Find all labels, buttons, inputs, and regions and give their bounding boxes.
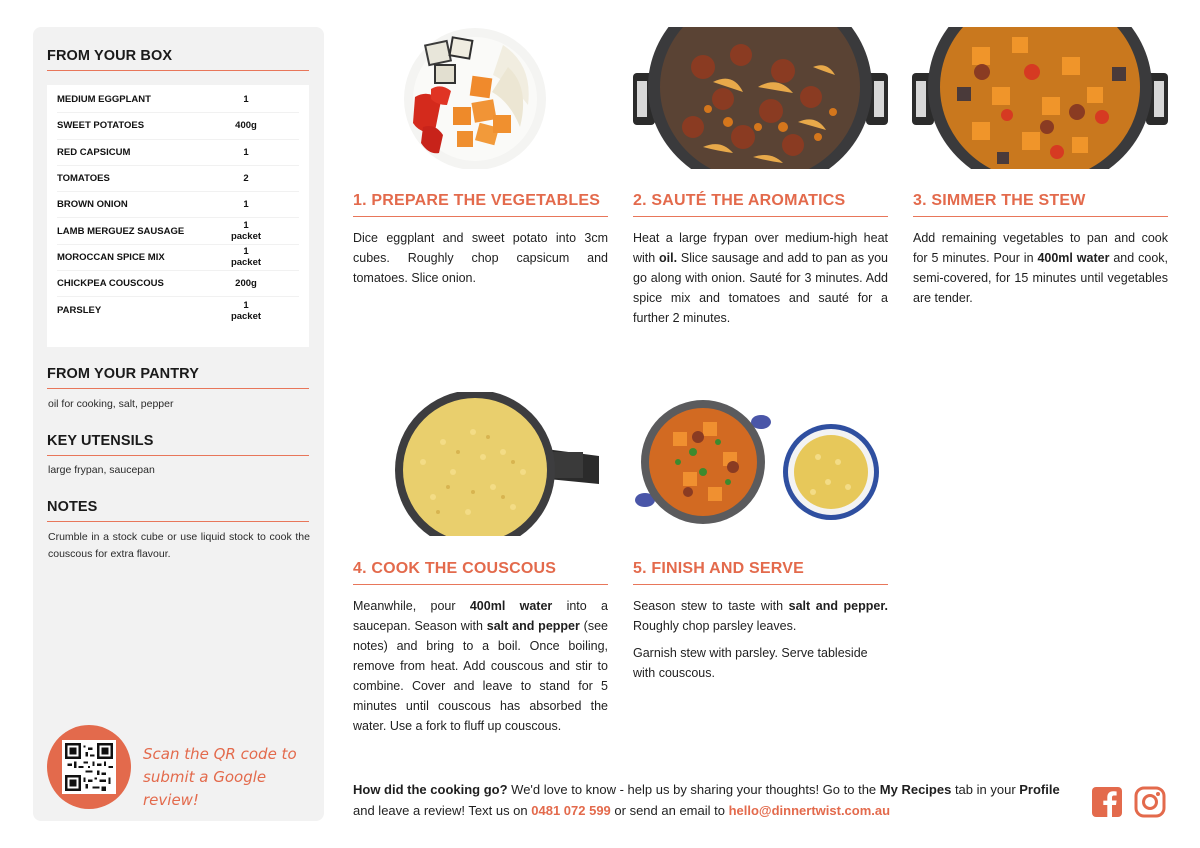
ingredient-row: LAMB MERGUEZ SAUSAGE 1 packet — [57, 218, 299, 244]
divider — [353, 584, 608, 585]
qr-badge[interactable] — [47, 725, 131, 809]
step5-text-2: Garnish stew with parsley. Serve tableside with couscous. — [633, 646, 868, 680]
chopped-vegetables-image — [353, 27, 608, 169]
instagram-icon[interactable] — [1134, 786, 1166, 818]
couscous-saucepan-image — [353, 392, 608, 536]
stew-frypan-image — [912, 27, 1168, 169]
ingredient-row: RED CAPSICUM 1 — [57, 140, 299, 166]
ingredients-sidebar — [33, 27, 324, 821]
stew-and-couscous-image — [633, 392, 888, 536]
ingredient-row: MEDIUM EGGPLANT 1 — [57, 87, 299, 113]
sausage-frypan-image — [633, 27, 888, 169]
step3-text: Add remaining vegetables to pan and cook for 5 minutes. Pour in 400ml water and cook, semi-covered, for 15 minutes until vegetables are tender. — [913, 231, 1168, 305]
divider — [633, 216, 888, 217]
pantry-title: FROM YOUR PANTRY — [47, 366, 199, 382]
utensils-text: large frypan, saucepan — [48, 464, 155, 476]
notes-text: Crumble in a stock cube or use liquid stock to cook the couscous for extra flavour. — [48, 531, 310, 560]
divider — [47, 70, 309, 71]
ingredient-row: MOROCCAN SPICE MIX 1 packet — [57, 245, 299, 271]
email-link[interactable]: hello@dinnertwist.com.au — [728, 803, 891, 818]
facebook-icon[interactable] — [1091, 786, 1123, 818]
ingredient-row: PARSLEY 1 packet — [57, 299, 262, 322]
step5-text: Season stew to taste with salt and pepper. Roughly chop parsley leaves. — [633, 599, 888, 633]
from-box-title: FROM YOUR BOX — [47, 48, 173, 64]
divider — [47, 521, 309, 522]
divider — [47, 388, 309, 389]
step1-text: Dice eggplant and sweet potato into 3cm cubes. Roughly chop capsicum and tomatoes. Slice onion. — [353, 231, 608, 285]
utensils-title: KEY UTENSILS — [47, 433, 154, 449]
step2-title: 2. SAUTÉ THE AROMATICS — [633, 192, 846, 209]
step3-title: 3. SIMMER THE STEW — [913, 192, 1086, 209]
notes-title: NOTES — [47, 499, 98, 515]
ingredient-row: TOMATOES 2 — [57, 166, 299, 192]
step2-text: Heat a large frypan over medium-high heat with oil. Slice sausage and add to pan as you go along with onion. Sauté for 3 minutes. Add spice mix and tomatoes and sauté for a further 2 minutes. — [633, 231, 889, 325]
qr-code-icon[interactable] — [62, 740, 116, 794]
review-footer: How did the cooking go? We'd love to know - help us by sharing your thoughts! Go to the My Recipes tab in your Profile and leave a review! Text us on 0481 072 599 or send an email to hello@dinnertwist.com.au — [353, 782, 1060, 818]
ingredients-table — [47, 85, 309, 347]
ingredient-row: BROWN ONION 1 — [57, 192, 299, 218]
divider — [47, 455, 309, 456]
step4-title: 4. COOK THE COUSCOUS — [353, 560, 557, 577]
pantry-text: oil for cooking, salt, pepper — [48, 398, 174, 410]
ingredient-row: SWEET POTATOES 400g — [57, 113, 299, 139]
ingredient-row: CHICKPEA COUSCOUS 200g — [57, 271, 299, 297]
divider — [353, 216, 608, 217]
step1-title: 1. PREPARE THE VEGETABLES — [353, 192, 601, 209]
qr-caption: Scan the QR code to submit a Google review! — [143, 745, 297, 809]
phone-link[interactable]: 0481 072 599 — [531, 803, 611, 818]
divider — [633, 584, 888, 585]
step5-title: 5. FINISH AND SERVE — [633, 560, 804, 577]
step4-text: Meanwhile, pour 400ml water into a saucepan. Season with salt and pepper (see notes) and bring to a boil. Once boiling, remove from heat. Add couscous and stir to combine. Cover and leave to stand for 5 minutes until couscous has absorbed the water. Use a fork to fluff up couscous. — [353, 599, 608, 733]
divider — [913, 216, 1168, 217]
